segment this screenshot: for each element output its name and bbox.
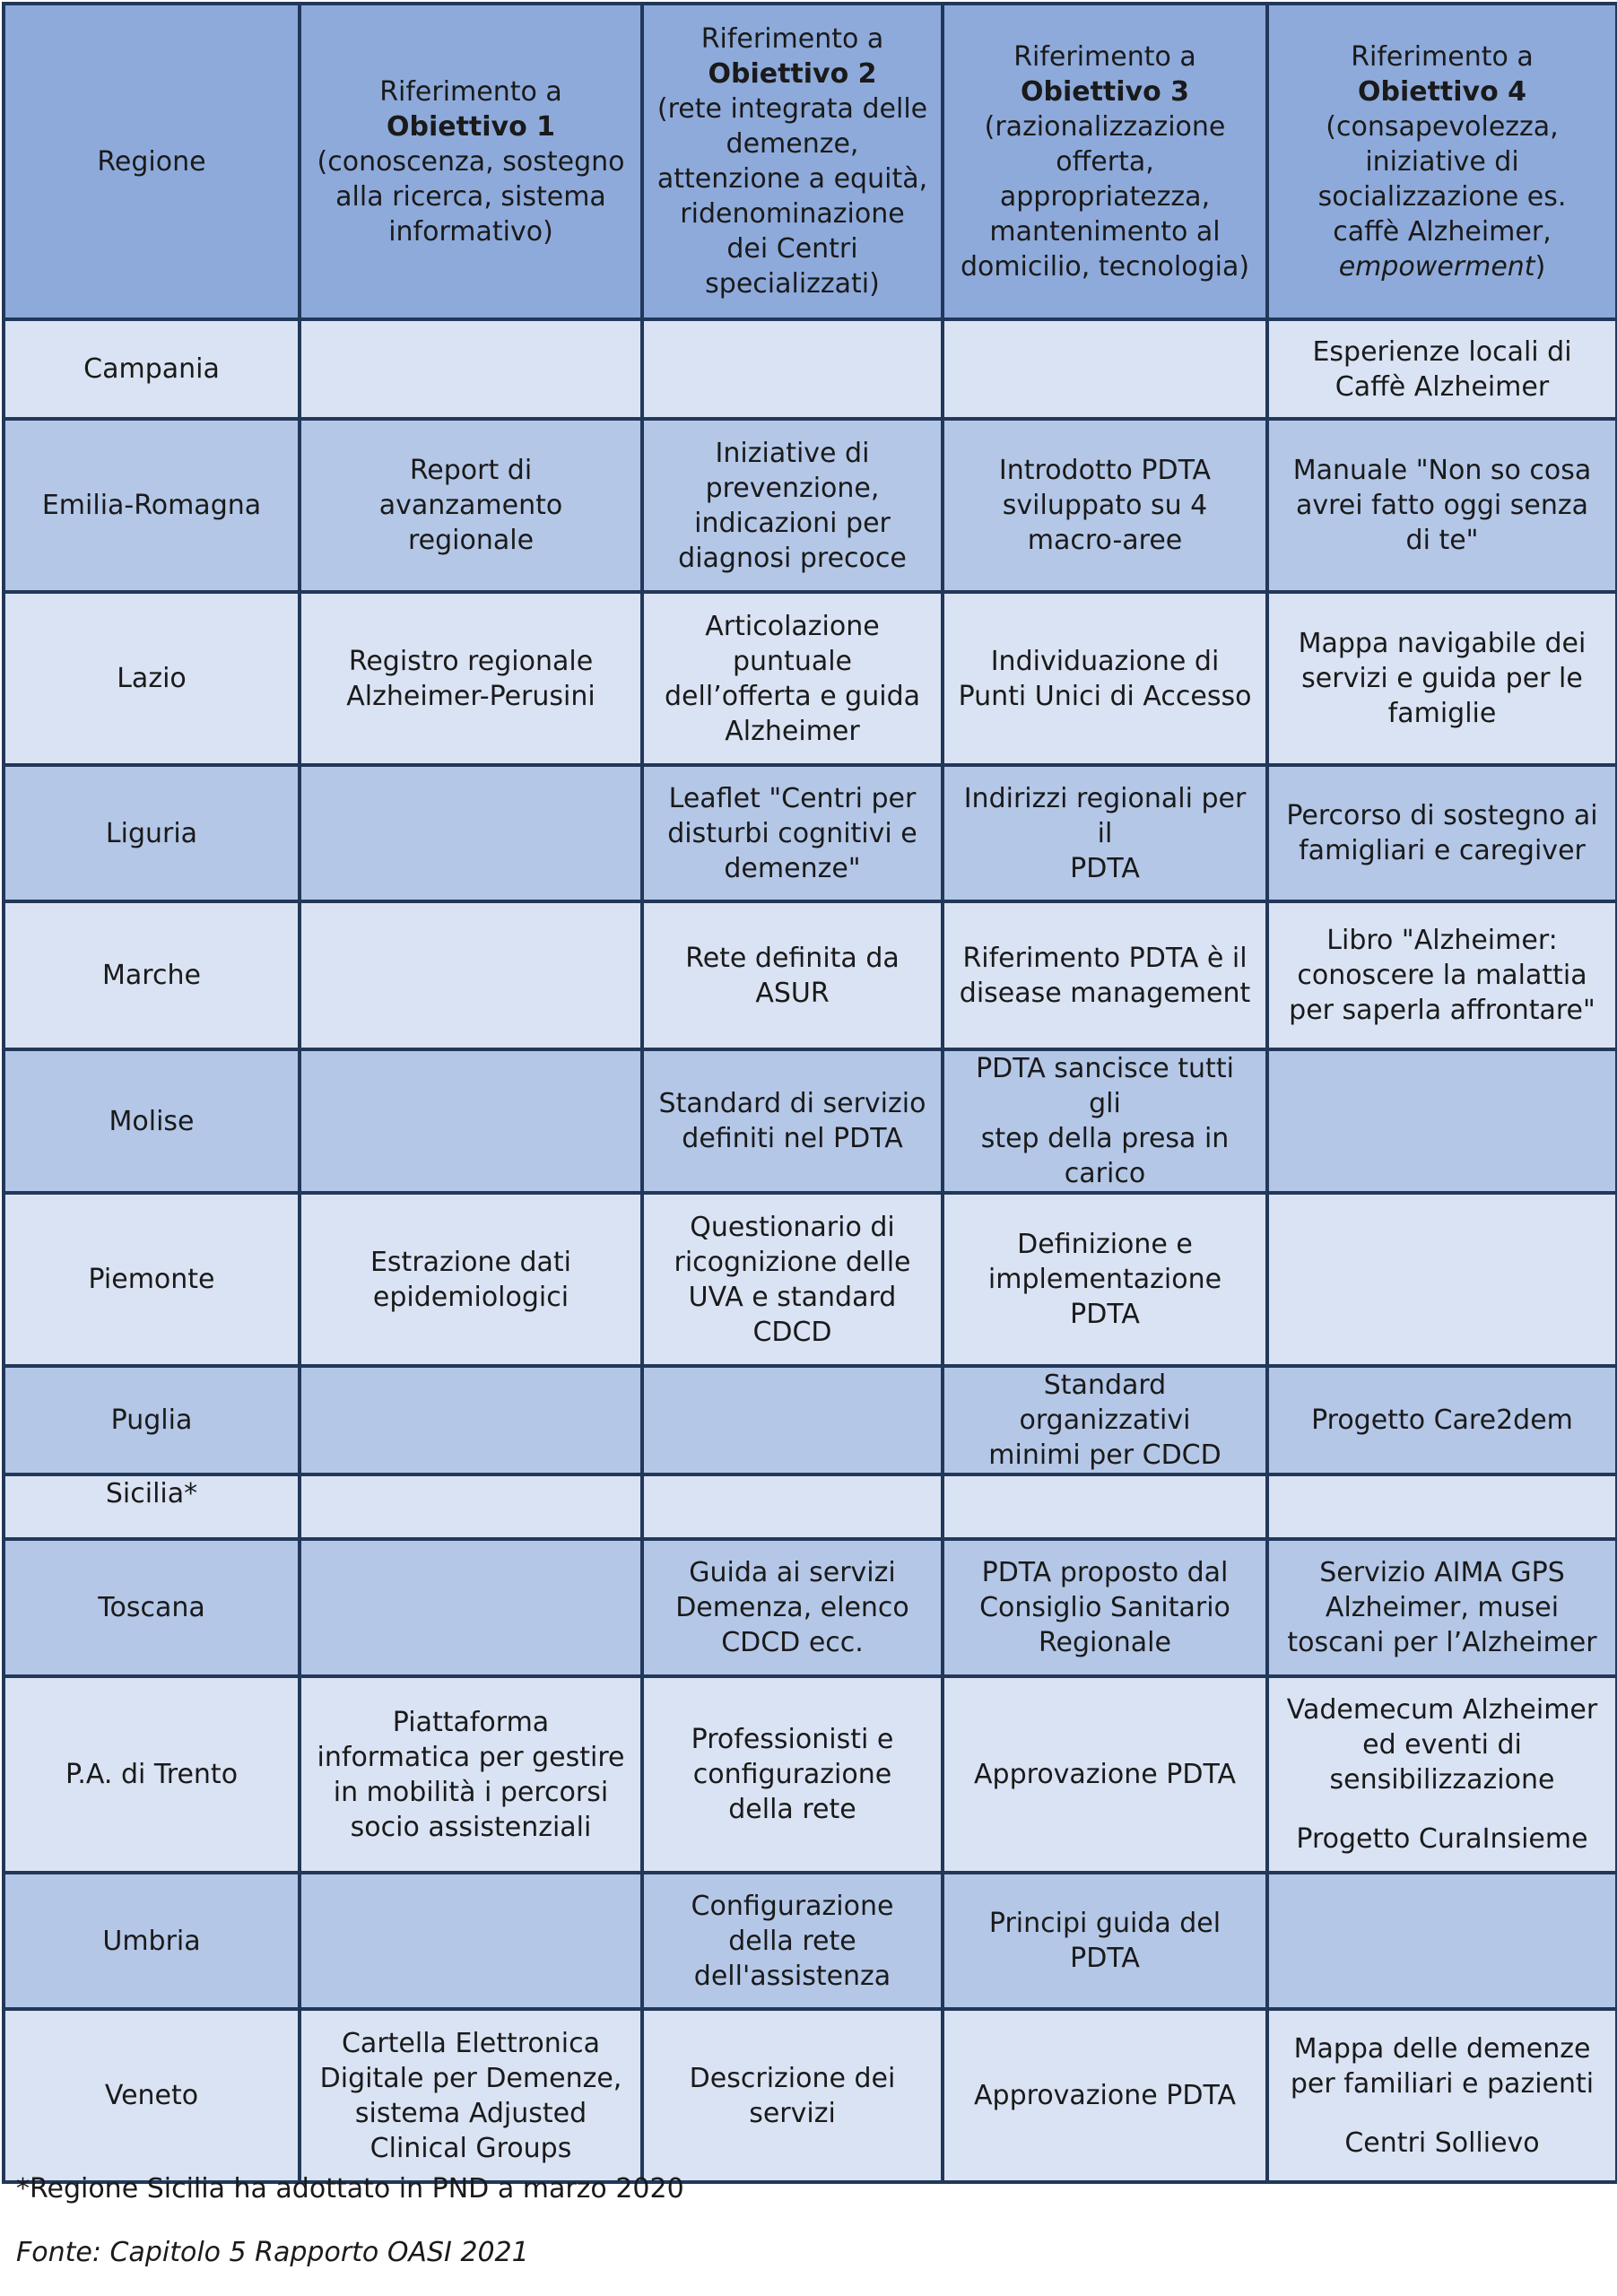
objective-1-cell: Estrazione dati epidemiologici: [300, 1193, 642, 1366]
table-row: [4, 1676, 1617, 1873]
source-note: Fonte: Capitolo 5 Rapporto OASI 2021: [16, 2237, 529, 2268]
region-cell: Umbria: [4, 1873, 300, 2009]
objective-3-cell: Riferimento PDTA è il disease management: [943, 901, 1267, 1049]
objective-4-cell: Mappa delle demenze per familiari e pazienti Centri Sollievo: [1267, 2009, 1617, 2182]
region-cell: Liguria: [4, 765, 300, 901]
objective-4-cell: [1267, 1049, 1617, 1193]
objective-4-cell: [1267, 1474, 1617, 1539]
region-cell: Sicilia*: [4, 1474, 300, 1539]
objective-4-cell: Vademecum Alzheimer ed eventi di sensibilizzazione Progetto CuraInsieme: [1267, 1676, 1617, 1873]
objective-3-cell: [943, 319, 1267, 419]
objective-2-cell: Guida ai servizi Demenza, elenco CDCD ecc.: [642, 1539, 943, 1676]
objective-1-cell: Registro regionale Alzheimer-Perusini: [300, 592, 642, 765]
region-cell: Puglia: [4, 1366, 300, 1474]
table-row: [4, 592, 1617, 765]
objective-3-cell: PDTA sancisce tutti gli step della presa in carico: [943, 1049, 1267, 1193]
table-row: [4, 1193, 1617, 1366]
region-cell: Piemonte: [4, 1193, 300, 1366]
table-row: [4, 901, 1617, 1049]
objective-1-cell: [300, 1873, 642, 2009]
footnote: *Regione Sicilia ha adottato in PND a marzo 2020: [16, 2173, 684, 2205]
objective-2-cell: Iniziative di prevenzione, indicazioni per diagnosi precoce: [642, 419, 943, 592]
header-region: Regione: [4, 4, 300, 319]
objective-2-cell: [642, 319, 943, 419]
region-cell: P.A. di Trento: [4, 1676, 300, 1873]
objective-4-cell: Esperienze locali di Caffè Alzheimer: [1267, 319, 1617, 419]
objective-1-cell: Piattaforma informatica per gestire in mobilità i percorsi socio assistenziali: [300, 1676, 642, 1873]
table-row: [4, 319, 1617, 419]
header-objective-1: Riferimento a Obiettivo 1 (conoscenza, sostegno alla ricerca, sistema informativo): [300, 4, 642, 319]
objective-3-cell: Principi guida del PDTA: [943, 1873, 1267, 2009]
objective-1-cell: Cartella Elettronica Digitale per Demenze, sistema Adjusted Clinical Groups: [300, 2009, 642, 2182]
table-row: [4, 1873, 1617, 2009]
objective-4-cell: Servizio AIMA GPS Alzheimer, musei toscani per l’Alzheimer: [1267, 1539, 1617, 1676]
region-cell: Marche: [4, 901, 300, 1049]
objective-2-cell: [642, 1474, 943, 1539]
region-cell: Emilia-Romagna: [4, 419, 300, 592]
objective-3-cell: Introdotto PDTA sviluppato su 4 macro-aree: [943, 419, 1267, 592]
region-cell: Campania: [4, 319, 300, 419]
region-cell: Molise: [4, 1049, 300, 1193]
objective-3-cell: Definizione e implementazione PDTA: [943, 1193, 1267, 1366]
objective-4-cell: Percorso di sostegno ai famigliari e caregiver: [1267, 765, 1617, 901]
objective-2-cell: Articolazione puntuale dell’offerta e guida Alzheimer: [642, 592, 943, 765]
objective-1-cell: [300, 1474, 642, 1539]
objective-1-cell: [300, 765, 642, 901]
table-row: [4, 1474, 1617, 1539]
region-cell: Veneto: [4, 2009, 300, 2182]
objective-2-cell: Rete definita da ASUR: [642, 901, 943, 1049]
objective-2-cell: Configurazione della rete dell'assistenza: [642, 1873, 943, 2009]
objective-2-cell: Leaflet "Centri per disturbi cognitivi e demenze": [642, 765, 943, 901]
regions-table-container: [2, 2, 1617, 2184]
objective-1-cell: [300, 1366, 642, 1474]
objective-2-cell: Standard di servizio definiti nel PDTA: [642, 1049, 943, 1193]
objective-3-cell: Individuazione di Punti Unici di Accesso: [943, 592, 1267, 765]
objective-1-cell: [300, 1049, 642, 1193]
objective-2-cell: [642, 1366, 943, 1474]
objective-4-cell: [1267, 1193, 1617, 1366]
table-row: [4, 765, 1617, 901]
objective-2-cell: Questionario di ricognizione delle UVA e standard CDCD: [642, 1193, 943, 1366]
objective-3-cell: Indirizzi regionali per il PDTA: [943, 765, 1267, 901]
objective-4-cell: Progetto Care2dem: [1267, 1366, 1617, 1474]
table-row: [4, 1049, 1617, 1193]
header-row: [4, 4, 1617, 319]
region-cell: Lazio: [4, 592, 300, 765]
objective-3-cell: [943, 1474, 1267, 1539]
table-row: [4, 1539, 1617, 1676]
regions-objectives-table: [2, 2, 1617, 2184]
header-objective-3: Riferimento a Obiettivo 3 (razionalizzazione offerta, appropriatezza, mantenimento al domicilio, tecnologia): [943, 4, 1267, 319]
objective-4-cell: [1267, 1873, 1617, 2009]
objective-1-cell: [300, 1539, 642, 1676]
objective-1-cell: [300, 319, 642, 419]
objective-4-cell: Libro "Alzheimer: conoscere la malattia per saperla affrontare": [1267, 901, 1617, 1049]
objective-3-cell: PDTA proposto dal Consiglio Sanitario Regionale: [943, 1539, 1267, 1676]
table-row: [4, 419, 1617, 592]
table-row: [4, 1366, 1617, 1474]
objective-3-cell: Approvazione PDTA: [943, 1676, 1267, 1873]
header-objective-4: Riferimento a Obiettivo 4 (consapevolezza, iniziative di socializzazione es. caffè Alzheimer, empowerment): [1267, 4, 1617, 319]
objective-2-cell: Descrizione dei servizi: [642, 2009, 943, 2182]
region-cell: Toscana: [4, 1539, 300, 1676]
header-objective-2: Riferimento a Obiettivo 2 (rete integrata delle demenze, attenzione a equità, ridenominazione dei Centri specializzati): [642, 4, 943, 319]
objective-1-cell: [300, 901, 642, 1049]
objective-4-cell: Mappa navigabile dei servizi e guida per le famiglie: [1267, 592, 1617, 765]
objective-1-cell: Report di avanzamento regionale: [300, 419, 642, 592]
objective-3-cell: Standard organizzativi minimi per CDCD: [943, 1366, 1267, 1474]
objective-2-cell: Professionisti e configurazione della rete: [642, 1676, 943, 1873]
objective-4-cell: Manuale "Non so cosa avrei fatto oggi senza di te": [1267, 419, 1617, 592]
table-row: [4, 2009, 1617, 2182]
objective-3-cell: Approvazione PDTA: [943, 2009, 1267, 2182]
